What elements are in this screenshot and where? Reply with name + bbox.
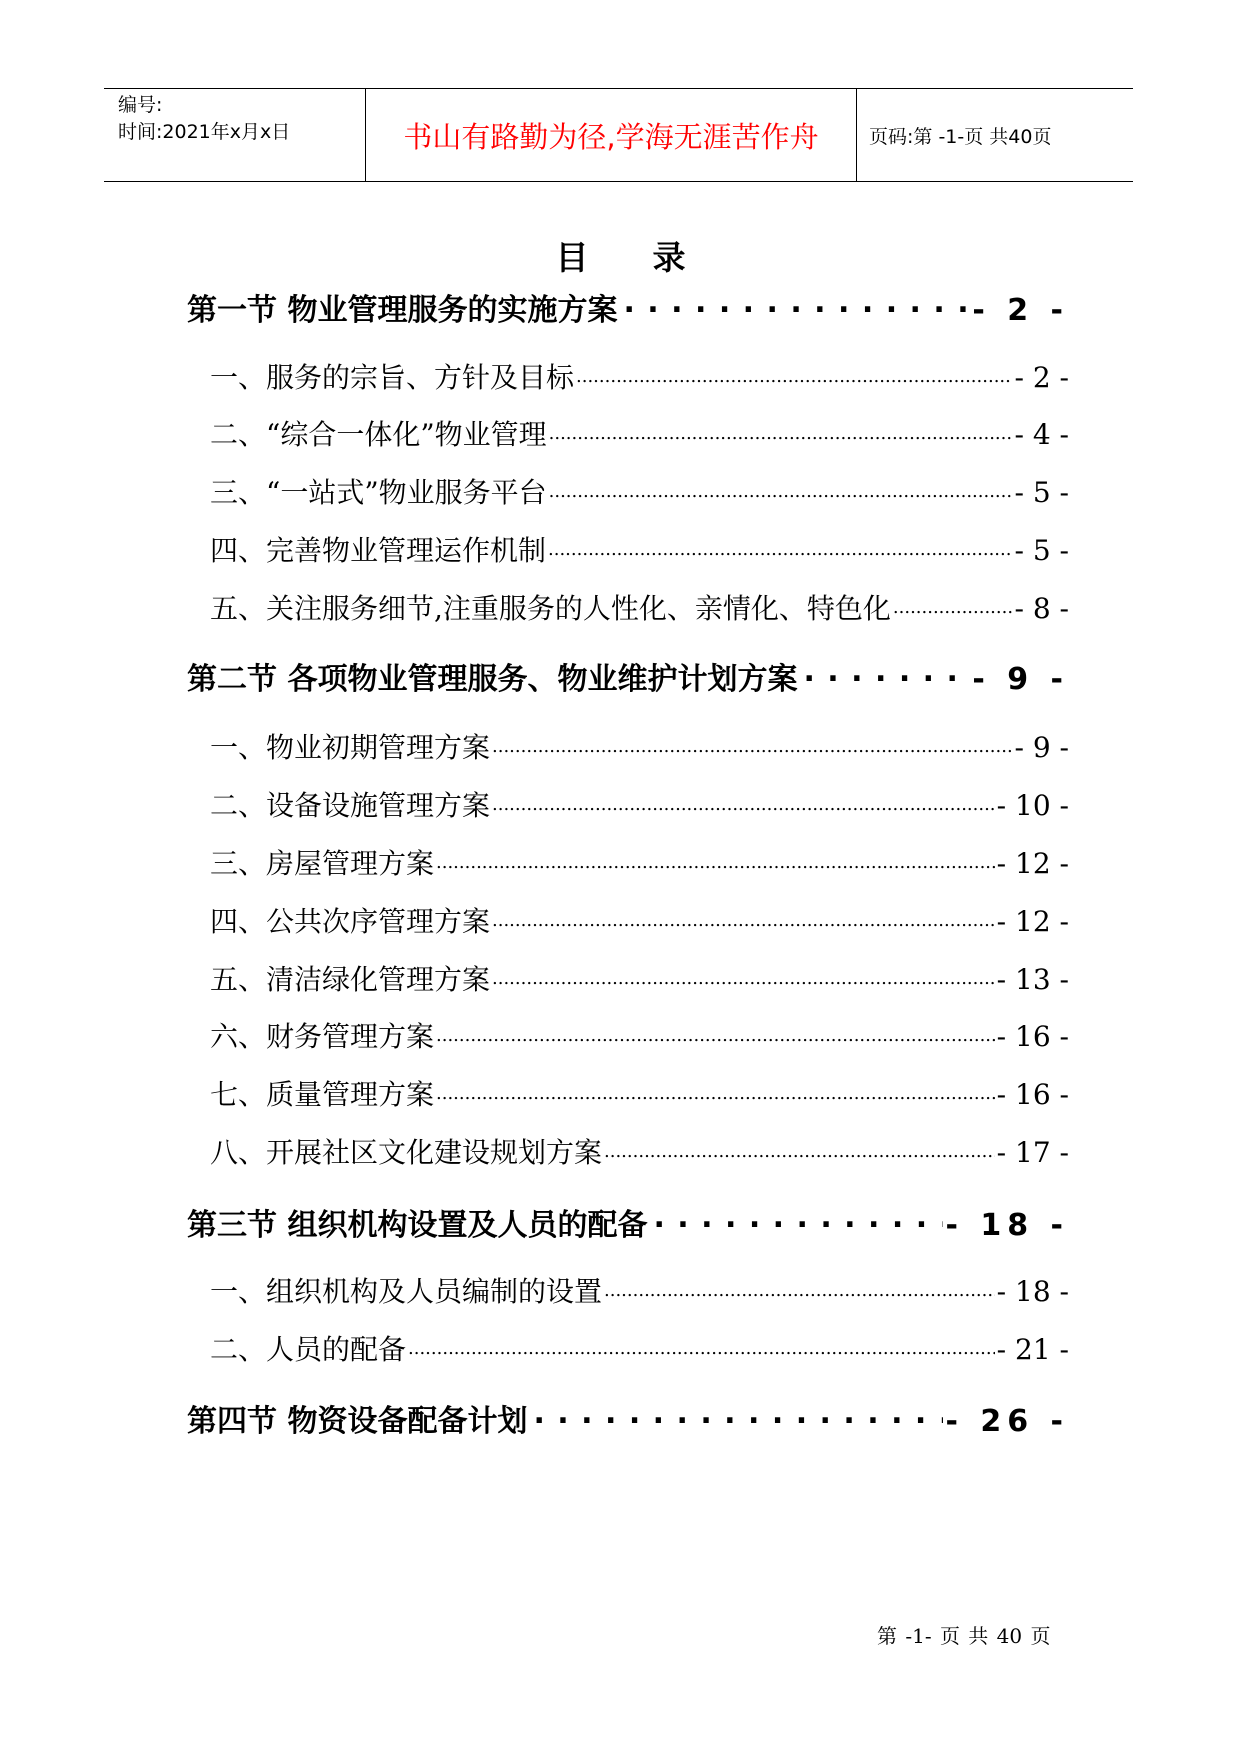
toc-entry[interactable] xyxy=(210,1328,1069,1368)
toc-entry-page: - 17 - xyxy=(996,1136,1069,1169)
toc-entry-label: 二、“综合一体化”物业管理 xyxy=(210,418,547,451)
toc-entry-page: - 9 - xyxy=(1014,731,1069,764)
header-motto: 书山有路勤为径,学海无涯苦作舟 xyxy=(366,89,857,181)
toc-entry-label: 五、清洁绿化管理方案 xyxy=(210,963,491,996)
toc-entry-label: 一、服务的宗旨、方针及目标 xyxy=(210,361,575,394)
toc-leader-dots xyxy=(529,1401,943,1431)
toc-entry-page: - 26 - xyxy=(945,1404,1069,1439)
toc-entry-label: 第二节 各项物业管理服务、物业维护计划方案 xyxy=(187,662,798,697)
toc-entry-page: - 5 - xyxy=(1014,476,1069,509)
toc-leader-dots xyxy=(619,290,970,320)
toc-leader-dots xyxy=(604,1134,995,1162)
toc-leader-dots xyxy=(893,590,1013,618)
toc-entry-label: 二、人员的配备 xyxy=(210,1333,407,1366)
toc-entry[interactable] xyxy=(210,1131,1069,1171)
toc-title: 目录 xyxy=(555,238,750,277)
toc-entry[interactable] xyxy=(210,356,1069,396)
toc-entry[interactable] xyxy=(210,726,1069,766)
document-time-label: 时间:2021年x月x日 xyxy=(118,121,291,143)
toc-entry-label: 一、物业初期管理方案 xyxy=(210,731,491,764)
toc-entry-page: - 16 - xyxy=(996,1020,1069,1053)
toc-leader-dots xyxy=(604,1273,995,1301)
toc-leader-dots xyxy=(492,961,995,989)
toc-entry[interactable] xyxy=(210,900,1069,940)
toc-entry[interactable] xyxy=(210,842,1069,882)
toc-leader-dots xyxy=(649,1205,943,1235)
toc-entry-label: 四、公共次序管理方案 xyxy=(210,905,491,938)
document-header xyxy=(104,88,1133,182)
toc-entry[interactable] xyxy=(210,1015,1069,1055)
toc-leader-dots xyxy=(492,903,995,931)
toc-entry-page: - 8 - xyxy=(1014,592,1069,625)
toc-entry-label: 四、完善物业管理运作机制 xyxy=(210,534,547,567)
toc-entry-page: - 13 - xyxy=(996,963,1069,996)
toc-entry[interactable] xyxy=(210,958,1069,998)
toc-entry-label: 第四节 物资设备配备计划 xyxy=(187,1404,528,1439)
toc-entry-label: 二、设备设施管理方案 xyxy=(210,789,491,822)
toc-entry-label: 三、“一站式”物业服务平台 xyxy=(210,476,547,509)
toc-entry-label: 六、财务管理方案 xyxy=(210,1020,435,1053)
toc-entry-label: 第一节 物业管理服务的实施方案 xyxy=(187,293,618,328)
toc-leader-dots xyxy=(799,659,970,689)
toc-leader-dots xyxy=(436,1076,995,1104)
header-meta-cell xyxy=(104,89,366,181)
toc-entry-page: - 16 - xyxy=(996,1078,1069,1111)
document-number-label: 编号: xyxy=(118,94,163,116)
toc-entry-page: - 18 - xyxy=(996,1275,1069,1308)
toc-entry-page: - 9 - xyxy=(972,662,1069,697)
toc-leader-dots xyxy=(492,787,995,815)
toc-entry-label: 七、质量管理方案 xyxy=(210,1078,435,1111)
toc-entry-page: - 2 - xyxy=(1014,361,1069,394)
toc-leader-dots xyxy=(576,359,1012,387)
toc-leader-dots xyxy=(436,845,995,873)
toc-entry[interactable] xyxy=(187,1200,1069,1244)
toc-entry-label: 三、房屋管理方案 xyxy=(210,847,435,880)
toc-leader-dots xyxy=(549,474,1013,502)
toc-entry[interactable] xyxy=(210,413,1069,453)
toc-entry-page: - 21 - xyxy=(996,1333,1069,1366)
toc-leader-dots xyxy=(549,416,1013,444)
header-page-info: 页码:第 -1-页 共40页 xyxy=(869,125,1052,148)
toc-entry-page: - 5 - xyxy=(1014,534,1069,567)
page-footer: 第 -1- 页 共 40 页 xyxy=(877,1624,1051,1648)
toc-entry-label: 一、组织机构及人员编制的设置 xyxy=(210,1275,603,1308)
toc-entry-page: - 12 - xyxy=(996,905,1069,938)
toc-entry-label: 五、关注服务细节,注重服务的人性化、亲情化、特色化 xyxy=(210,592,891,625)
toc-entry-page: - 2 - xyxy=(972,293,1069,328)
toc-entry[interactable] xyxy=(187,1396,1069,1440)
toc-leader-dots xyxy=(408,1331,995,1359)
toc-entry[interactable] xyxy=(210,1270,1069,1310)
toc-entry[interactable] xyxy=(210,587,1069,627)
toc-leader-dots xyxy=(492,729,1012,757)
toc-entry[interactable] xyxy=(210,784,1069,824)
toc-entry[interactable] xyxy=(210,471,1069,511)
toc-entry[interactable] xyxy=(187,654,1069,698)
toc-entry[interactable] xyxy=(187,285,1069,329)
toc-entry[interactable] xyxy=(210,529,1069,569)
toc-entry-page: - 10 - xyxy=(996,789,1069,822)
toc-leader-dots xyxy=(548,532,1012,560)
toc-entry-label: 第三节 组织机构设置及人员的配备 xyxy=(187,1208,648,1243)
toc-entry-page: - 4 - xyxy=(1014,418,1069,451)
toc-entry-label: 八、开展社区文化建设规划方案 xyxy=(210,1136,603,1169)
toc-entry-page: - 12 - xyxy=(996,847,1069,880)
toc-entry[interactable] xyxy=(210,1073,1069,1113)
toc-leader-dots xyxy=(436,1018,995,1046)
toc-entry-page: - 18 - xyxy=(945,1208,1069,1243)
